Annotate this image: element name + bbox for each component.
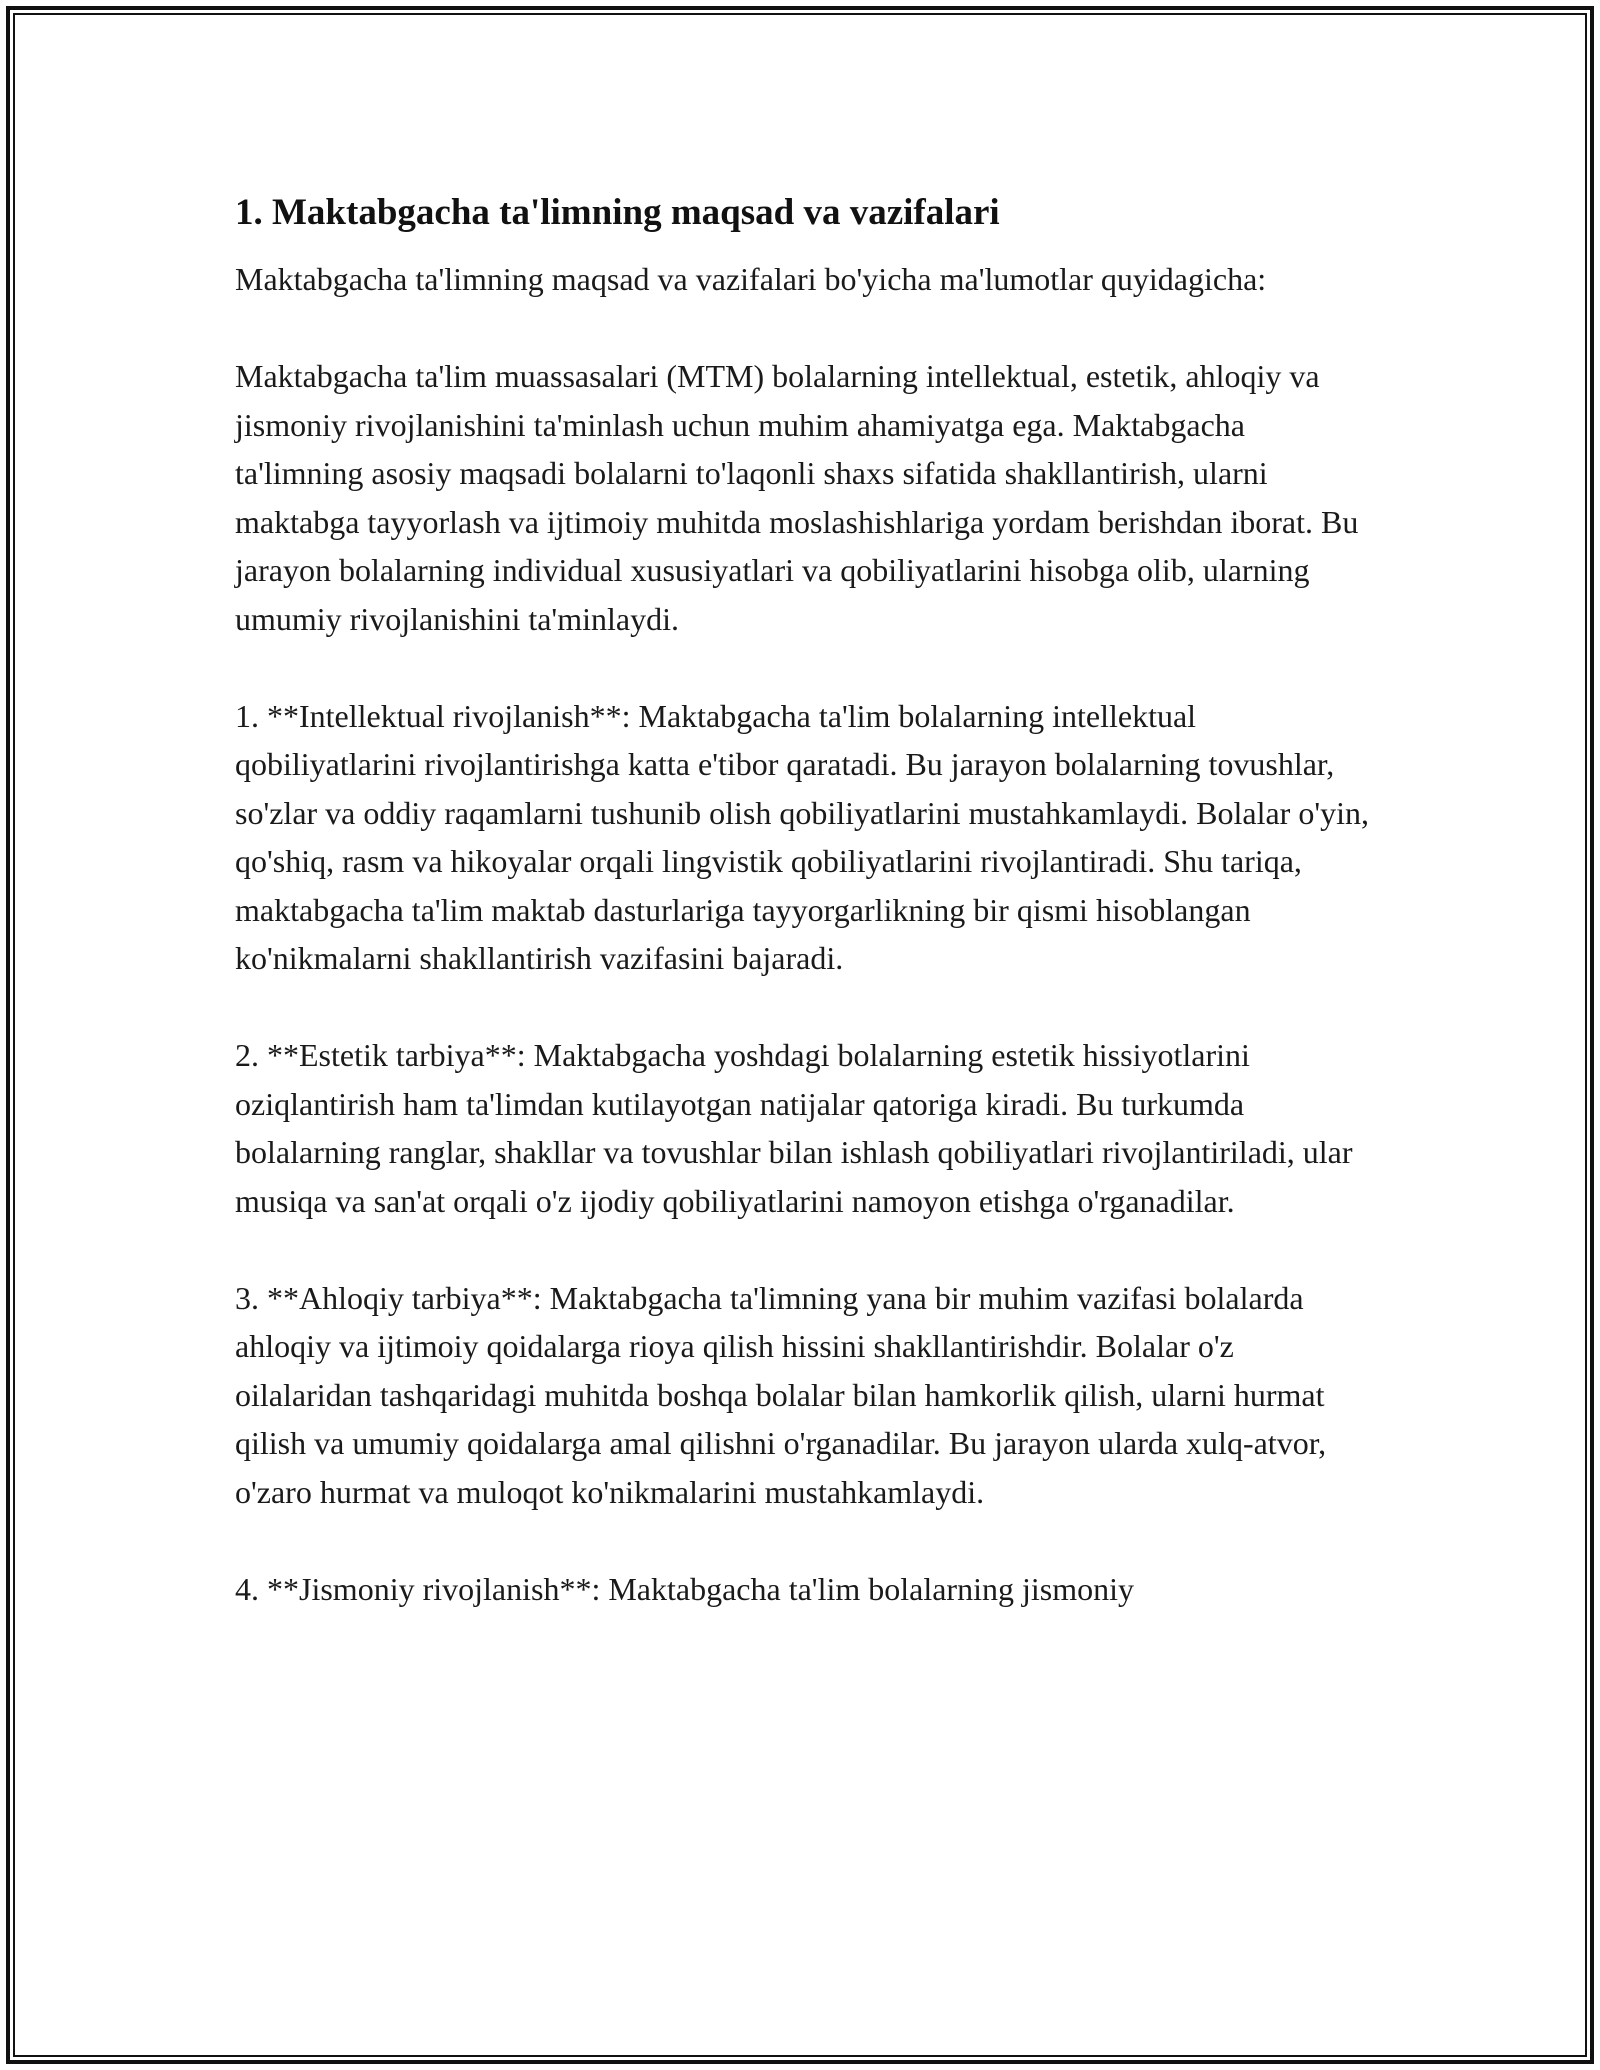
intellectual-development-paragraph: 1. **Intellektual rivojlanish**: Maktabgacha ta'lim bolalarning intellektual qobiliyatlarini rivojlantirishga katta e'tibor qaratadi. Bu jarayon bolalarning tovushlar, so'zlar va oddiy raqamlarni tushunib olish qobiliyatlarini mustahkamlaydi. Bolalar o'yin, qo'shiq, rasm va hikoyalar orqali lingvistik qobiliyatlarini rivojlantiradi. Shu tariqa, maktabgacha ta'lim maktab dasturlariga tayyorgarlikning bir qismi hisoblangan ko'nikmalarni shakllantirish vazifasini bajaradi. (235, 697, 1369, 976)
intro-paragraph: Maktabgacha ta'limning maqsad va vazifalari bo'yicha ma'lumotlar quyidagicha: (235, 261, 1267, 297)
document-content (235, 185, 1375, 1662)
document-title: 1. Maktabgacha ta'limning maqsad va vazifalari (235, 192, 1000, 233)
aesthetic-education-paragraph: 2. **Estetik tarbiya**: Maktabgacha yoshdagi bolalarning estetik hissiyotlarini oziqlantirish ham ta'limdan kutilayotgan natijalar qatoriga kiradi. Bu turkumda bolalarning ranglar, shakllar va tovushlar bilan ishlash qobiliyatlari rivojlantiriladi, ular musiqa va san'at orqali o'z ijodiy qobiliyatlarini namoyon etishga o'rganadilar. (235, 1037, 1353, 1219)
overview-paragraph: Maktabgacha ta'lim muassasalari (MTM) bolalarning intellektual, estetik, ahloqiy va jismoniy rivojlanishini ta'minlash uchun muhim ahamiyatga ega. Maktabgacha ta'limning asosiy maqsadi bolalarni to'laqonli shaxs sifatida shakllantirish, ularni maktabga tayyorlash va ijtimoiy muhitda moslashishlariga yordam berishdan iborat. Bu jarayon bolalarning individual xususiyatlari va qobiliyatlarini hisobga olib, ularning umumiy rivojlanishini ta'minlaydi. (235, 358, 1359, 637)
physical-development-paragraph: 4. **Jismoniy rivojlanish**: Maktabgacha ta'lim bolalarning jismoniy (235, 1570, 1134, 1607)
moral-education-paragraph: 3. **Ahloqiy tarbiya**: Maktabgacha ta'limning yana bir muhim vazifasi bolalarda ahloqiy va ijtimoiy qoidalarga rioya qilish hissini shakllantirishdir. Bolalar o'z oilalaridan tashqaridagi muhitda boshqa bolalar bilan hamkorlik qilish, ularni hurmat qilish va umumiy qoidalarga amal qilishni o'rganadilar. Bu jarayon ularda xulq-atvor, o'zaro hurmat va muloqot ko'nikmalarini mustahkamlaydi. (235, 1279, 1327, 1510)
